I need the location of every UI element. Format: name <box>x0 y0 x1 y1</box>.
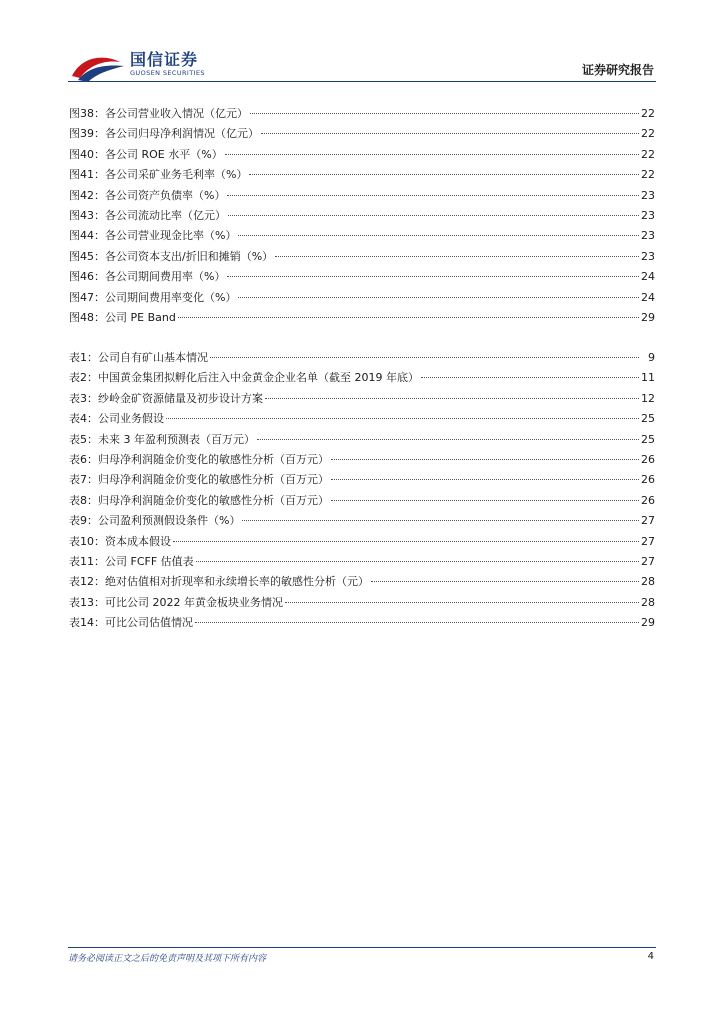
figure-entry-title: 各公司采矿业务毛利率（%） <box>105 168 248 182</box>
dot-leader <box>195 622 639 623</box>
table-entry-title: 公司业务假设 <box>98 412 164 426</box>
figure-entry-title: 各公司营业收入情况（亿元） <box>105 107 248 120</box>
table-entry[interactable] <box>69 389 655 409</box>
figure-entry[interactable] <box>69 165 655 185</box>
figure-entry-label: 图44： <box>69 229 105 243</box>
table-entry-label: 表7： <box>69 473 98 487</box>
table-entry[interactable] <box>69 470 655 490</box>
dot-leader <box>238 235 639 236</box>
table-entry-label: 表9： <box>69 514 98 528</box>
figure-entry-title: 各公司资产负债率（%） <box>105 188 226 202</box>
figure-entry[interactable] <box>69 267 655 287</box>
table-entry[interactable] <box>69 613 655 633</box>
table-entry-page-number: 28 <box>641 575 655 589</box>
dot-leader <box>242 520 639 521</box>
dot-leader <box>331 479 639 480</box>
page-number: 4 <box>647 951 654 962</box>
footer-disclaimer: 请务必阅读正文之后的免责声明及其项下所有内容 <box>68 954 267 964</box>
table-entry-label: 表5： <box>69 432 98 446</box>
header-divider <box>68 81 656 82</box>
table-entry-label: 表3： <box>69 391 98 405</box>
brand <box>130 51 205 78</box>
dot-leader <box>331 459 639 460</box>
table-entry-label: 表4： <box>69 412 98 426</box>
table-entry[interactable] <box>69 409 655 429</box>
figure-entry-page-number: 22 <box>641 147 655 161</box>
table-entry-page-number: 26 <box>641 493 655 507</box>
dot-leader <box>265 398 639 399</box>
figure-entry-page-number: 23 <box>641 229 655 243</box>
figure-entry-title: 各公司 ROE 水平（%） <box>105 147 223 161</box>
dot-leader <box>261 133 639 134</box>
figure-entry-page-number: 23 <box>641 208 655 222</box>
figure-entry[interactable] <box>69 124 655 144</box>
table-entry[interactable] <box>69 593 655 613</box>
figure-entry[interactable] <box>69 186 655 206</box>
dot-leader <box>228 215 639 216</box>
table-entry-label: 表11： <box>69 554 105 568</box>
figure-entry-page-number: 29 <box>641 310 655 324</box>
table-entry-title: 绝对估值相对折现率和永续增长率的敏感性分析（元） <box>105 575 369 589</box>
table-entry[interactable] <box>69 368 655 388</box>
table-entry-label: 表1： <box>69 351 98 364</box>
figure-entry-label: 图48： <box>69 310 105 324</box>
table-entry-page-number: 27 <box>641 534 655 548</box>
table-entry-label: 表2： <box>69 371 98 385</box>
dot-leader <box>250 113 639 114</box>
table-entry[interactable] <box>69 572 655 592</box>
figure-entry-title: 各公司期间费用率（%） <box>105 270 226 284</box>
dot-leader <box>249 174 639 175</box>
figure-entry[interactable] <box>69 308 655 328</box>
table-entry[interactable] <box>69 511 655 531</box>
figure-entry[interactable] <box>69 247 655 267</box>
figure-entry-title: 各公司流动比率（亿元） <box>105 208 226 222</box>
dot-leader <box>331 500 639 501</box>
table-entry-page-number: 9 <box>648 351 655 364</box>
table-entry-title: 可比公司估值情况 <box>105 616 193 630</box>
figure-entry-label: 图47： <box>69 290 105 304</box>
table-entry-label: 表12： <box>69 575 105 589</box>
dot-leader <box>166 418 639 419</box>
table-entry-page-number: 25 <box>641 432 655 446</box>
table-entry-label: 表13： <box>69 595 105 609</box>
table-entry[interactable] <box>69 348 655 368</box>
figure-entry[interactable] <box>69 145 655 165</box>
brand-name-cn: 国信证券 <box>130 50 199 69</box>
brand-name-en: GUOSEN SECURITIES <box>130 69 205 77</box>
table-entry-page-number: 28 <box>641 595 655 609</box>
table-entry-title: 归母净利润随金价变化的敏感性分析（百万元） <box>98 473 329 487</box>
dot-leader <box>285 602 639 603</box>
table-entry[interactable] <box>69 491 655 511</box>
dot-leader <box>238 297 639 298</box>
table-entry-page-number: 25 <box>641 412 655 426</box>
figure-entry-title: 各公司资本支出/折旧和摊销（%） <box>105 249 274 263</box>
table-entry-title: 归母净利润随金价变化的敏感性分析（百万元） <box>98 493 329 507</box>
figure-entry-label: 图41： <box>69 168 105 182</box>
table-entry-title: 中国黄金集团拟孵化后注入中金黄金企业名单（截至 2019 年底） <box>98 371 419 385</box>
figure-entry[interactable] <box>69 104 655 124</box>
table-entry-title: 归母净利润随金价变化的敏感性分析（百万元） <box>98 452 329 466</box>
table-entry-title: 公司自有矿山基本情况 <box>98 351 208 364</box>
figure-entry-label: 图42： <box>69 188 105 202</box>
table-entry-label: 表6： <box>69 452 98 466</box>
table-entry-title: 可比公司 2022 年黄金板块业务情况 <box>105 595 283 609</box>
figure-entry[interactable] <box>69 288 655 308</box>
figure-entry-page-number: 23 <box>641 188 655 202</box>
figure-entry-title: 各公司营业现金比率（%） <box>105 229 237 243</box>
table-entry[interactable] <box>69 450 655 470</box>
table-entry-label: 表10： <box>69 534 105 548</box>
table-entry-page-number: 11 <box>641 371 655 385</box>
dot-leader <box>227 276 639 277</box>
dot-leader <box>178 317 639 318</box>
dot-leader <box>225 154 639 155</box>
table-entry-page-number: 12 <box>641 391 655 405</box>
figure-entry-page-number: 24 <box>641 270 655 284</box>
footer-divider <box>68 947 656 948</box>
figure-entry-page-number: 23 <box>641 249 655 263</box>
table-entry-page-number: 27 <box>641 554 655 568</box>
dot-leader <box>421 377 639 378</box>
figure-entry-label: 图45： <box>69 249 105 263</box>
dot-leader <box>210 357 639 358</box>
dot-leader <box>257 439 639 440</box>
table-entry-page-number: 26 <box>641 452 655 466</box>
figure-entry-label: 图38： <box>69 107 105 120</box>
report-type: 证券研究报告 <box>581 63 654 77</box>
figure-entry-title: 公司期间费用率变化（%） <box>105 290 237 304</box>
figure-entry-page-number: 22 <box>641 127 655 141</box>
figure-list <box>69 104 655 328</box>
table-entry-page-number: 27 <box>641 514 655 528</box>
table-entry-title: 未来 3 年盈利预测表（百万元） <box>98 432 255 446</box>
table-entry[interactable] <box>69 552 655 572</box>
table-list <box>69 348 655 633</box>
figure-entry-label: 图40： <box>69 147 105 161</box>
table-entry-title: 公司 FCFF 估值表 <box>105 554 194 568</box>
guosen-logo-icon <box>68 52 128 82</box>
dot-leader <box>196 561 639 562</box>
figure-entry-page-number: 24 <box>641 290 655 304</box>
table-entry-title: 资本成本假设 <box>105 534 171 548</box>
page-header <box>0 0 724 90</box>
dot-leader <box>227 195 639 196</box>
figure-entry-title: 各公司归母净利润情况（亿元） <box>105 127 259 141</box>
dot-leader <box>173 541 639 542</box>
dot-leader <box>371 581 639 582</box>
figure-entry[interactable] <box>69 226 655 246</box>
table-entry-title: 公司盈利预测假设条件（%） <box>98 514 241 528</box>
figure-entry-label: 图39： <box>69 127 105 141</box>
table-entry[interactable] <box>69 532 655 552</box>
dot-leader <box>275 256 639 257</box>
table-entry[interactable] <box>69 430 655 450</box>
table-entry-title: 纱岭金矿资源储量及初步设计方案 <box>98 391 263 405</box>
table-entry-label: 表8： <box>69 493 98 507</box>
figure-entry-page-number: 22 <box>641 107 655 120</box>
table-entry-page-number: 29 <box>641 616 655 630</box>
table-entry-label: 表14： <box>69 616 105 630</box>
figure-entry-page-number: 22 <box>641 168 655 182</box>
figure-entry-title: 公司 PE Band <box>105 310 176 324</box>
figure-entry-label: 图43： <box>69 208 105 222</box>
figure-entry-label: 图46： <box>69 270 105 284</box>
table-entry-page-number: 26 <box>641 473 655 487</box>
figure-entry[interactable] <box>69 206 655 226</box>
